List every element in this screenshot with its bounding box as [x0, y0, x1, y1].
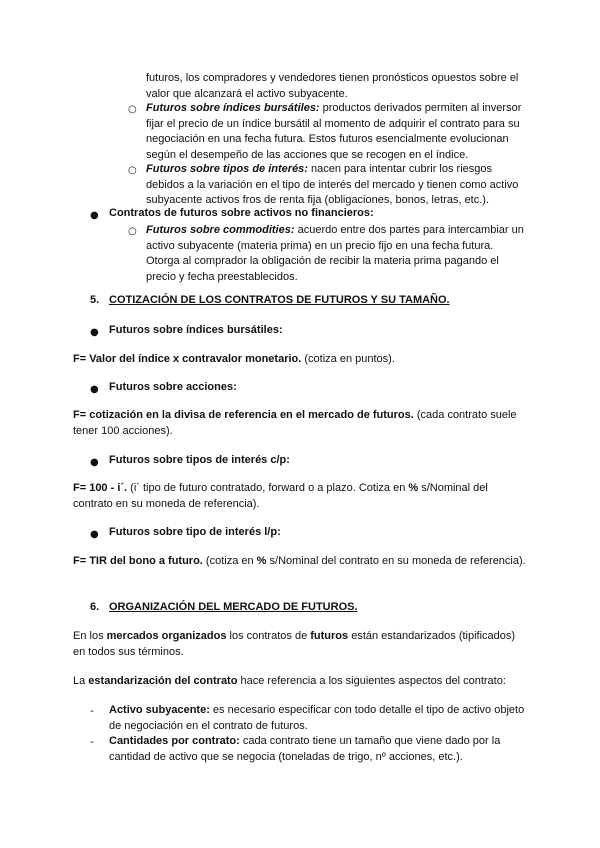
cot-lp-formula	[73, 554, 528, 570]
text-run: En los	[73, 630, 107, 642]
subitem-title: Futuros sobre índices bursátiles:	[146, 102, 320, 114]
formula: F= cotización en la divisa de referencia en el mercado de futuros.	[73, 409, 414, 421]
text-run: están estandarizados (tipificados) en todos sus términos.	[73, 630, 516, 658]
subitem-title: Futuros sobre commodities:	[146, 224, 295, 236]
formula-note: s/Nominal del contrato en su moneda de referencia).	[266, 555, 526, 567]
formula-note: (cada contrato suele tener 100 acciones).	[73, 409, 517, 437]
item-title: Contratos de futuros sobre activos no financieros:	[109, 207, 374, 219]
text-run: hace referencia a los siguientes aspectos del contrato:	[237, 675, 506, 687]
list-item-title: Cantidades por contrato:	[109, 735, 240, 747]
text-run: La	[73, 675, 89, 687]
bullet-icon: ●	[90, 457, 99, 468]
cot-cp-bullet	[109, 453, 529, 469]
percent-sign: %	[408, 482, 419, 494]
subitem-text: acuerdo entre dos partes para intercambiar un activo subyacente (materia prima) en un precio fijo en una fecha futura. Otorga al comprador la obligación de recibir la materia prima pagando el precio y fecha preestablecidos.	[146, 224, 524, 283]
subitem-indices-bursatiles	[146, 101, 526, 163]
subitem-commodities	[146, 223, 526, 285]
paragraph-estandarizacion	[73, 674, 528, 690]
section-number: 6.	[90, 601, 100, 613]
circle-bullet-icon: ○	[128, 104, 137, 115]
bold-run: futuros	[310, 630, 349, 642]
subitem-text: nacen para intentar cubrir los riesgos debidos a la variación en el tipo de interés del mercado y tienen como activo subyacente activos fros de renta fija (obligaciones, bonos, letras, etc.).	[146, 163, 519, 207]
formula-note: (cotiza en puntos).	[301, 353, 395, 365]
section-title: ORGANIZACIÓN DEL MERCADO DE FUTUROS.	[109, 601, 358, 613]
formula-note: s/Nominal del contrato en su moneda de referencia).	[73, 482, 488, 510]
bullet-title: Futuros sobre tipos de interés c/p:	[109, 454, 290, 466]
circle-bullet-icon: ○	[128, 165, 137, 176]
formula: F= 100 - i´.	[73, 482, 128, 494]
formula-note: (i´ tipo de futuro contratado, forward o a plazo. Cotiza en	[127, 482, 409, 494]
bullet-icon: ●	[90, 327, 99, 338]
text-run: los contratos de	[226, 630, 311, 642]
circle-bullet-icon: ○	[128, 226, 137, 237]
formula: F= TIR del bono a futuro.	[73, 555, 203, 567]
paragraph-mercados-organizados	[73, 629, 528, 660]
bold-run: estandarización del contrato	[88, 675, 238, 687]
section-6-heading	[109, 600, 529, 616]
subitem-title: Futuros sobre tipos de interés:	[146, 163, 308, 175]
futuros-acciones-continuation	[146, 71, 526, 102]
dash-bullet-icon: -	[90, 704, 94, 717]
bold-run: mercados organizados	[106, 630, 227, 642]
paragraph-text: futuros, los compradores y vendedores tienen pronósticos opuestos sobre el valor que alcanzará el activo subyacente.	[146, 72, 519, 100]
cot-indices-formula	[73, 352, 528, 368]
section-title: COTIZACIÓN DE LOS CONTRATOS DE FUTUROS Y SU TAMAÑO.	[109, 294, 450, 306]
bullet-icon: ●	[90, 529, 99, 540]
list-item-title: Activo subyacente:	[109, 704, 210, 716]
cot-acciones-bullet	[109, 380, 529, 396]
bullet-icon: ●	[90, 384, 99, 395]
bullet-icon: ●	[90, 210, 99, 221]
cot-indices-bullet	[109, 323, 529, 339]
cot-cp-formula	[73, 481, 528, 512]
subitem-text: productos derivados permiten al inversor fijar el precio de un índice bursátil al momento de adquirir el contrato para su negociación en una fecha futura. Estos futuros esencialmente evolucionan según el desempeño de las acciones que se recogen en el índice.	[146, 102, 522, 161]
bullet-title: Futuros sobre acciones:	[109, 381, 237, 393]
bullet-title: Futuros sobre tipo de interés l/p:	[109, 526, 281, 538]
item-no-financieros	[109, 206, 529, 222]
section-5-heading	[109, 293, 529, 309]
list-item-cantidades	[109, 734, 529, 765]
cot-lp-bullet	[109, 525, 529, 541]
formula-note: (cotiza en	[202, 555, 257, 567]
formula: F= Valor del índice x contravalor monetario.	[73, 353, 302, 365]
dash-bullet-icon: -	[90, 735, 94, 748]
cot-acciones-formula	[73, 408, 528, 439]
percent-sign: %	[256, 555, 267, 567]
subitem-tipos-interes	[146, 162, 526, 209]
bullet-title: Futuros sobre índices bursátiles:	[109, 324, 283, 336]
list-item-text: cada contrato tiene un tamaño que viene dado por la cantidad de activo que se negocia (toneladas de trigo, nº acciones, etc.).	[109, 735, 501, 763]
list-item-activo-subyacente	[109, 703, 529, 734]
list-item-text: es necesario especificar con todo detalle el tipo de activo objeto de negociación en el contrato de futuros.	[109, 704, 525, 732]
section-number: 5.	[90, 294, 100, 306]
